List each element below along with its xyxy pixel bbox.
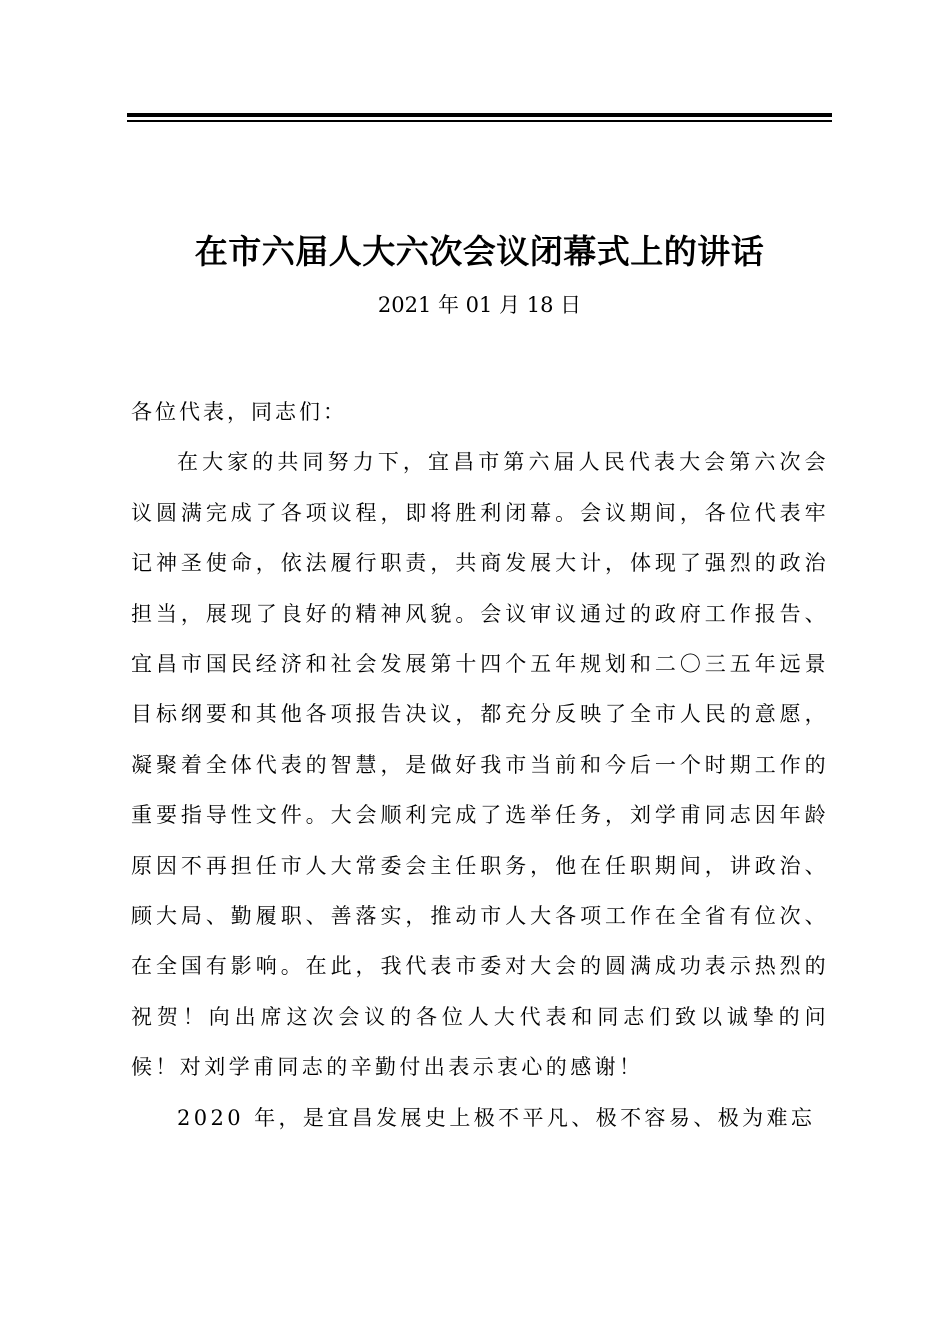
body-paragraph: 在大家的共同努力下，宜昌市第六届人民代表大会第六次会议圆满完成了各项议程，即将胜利闭幕。会议期间，各位代表牢记神圣使命，依法履行职责，共商发展大计，体现了强烈的政治担当，展现了良好的精神风貌。会议审议通过的政府工作报告、宜昌市国民经济和社会发展第十四个五年规划和二〇三五年远景目标纲要和其他各项报告决议，都充分反映了全市人民的意愿，凝聚着全体代表的智慧，是做好我市当前和今后一个时期工作的重要指导性文件。大会顺利完成了选举任务，刘学甫同志因年龄原因不再担任市人大常委会主任职务，他在任职期间，讲政治、顾大局、勤履职、善落实，推动市人大各项工作在全省有位次、在全国有影响。在此，我代表市委对大会的圆满成功表示热烈的祝贺！向出席这次会议的各位人大代表和同志们致以诚挚的问候！对刘学甫同志的辛勤付出表示衷心的感谢！: [131, 450, 829, 1080]
salutation: 各位代表，同志们：: [131, 400, 347, 424]
body-paragraph: 2020 年，是宜昌发展史上极不平凡、极不容易、极为难忘: [177, 1105, 816, 1130]
document-date: 2021 年 01 月 18 日: [377, 293, 582, 317]
document-body: [131, 387, 829, 1143]
header-rule-thin: [127, 120, 832, 122]
header-rule-thick: [127, 113, 832, 117]
document-title: 在市六届人大六次会议闭幕式上的讲话: [194, 232, 765, 271]
